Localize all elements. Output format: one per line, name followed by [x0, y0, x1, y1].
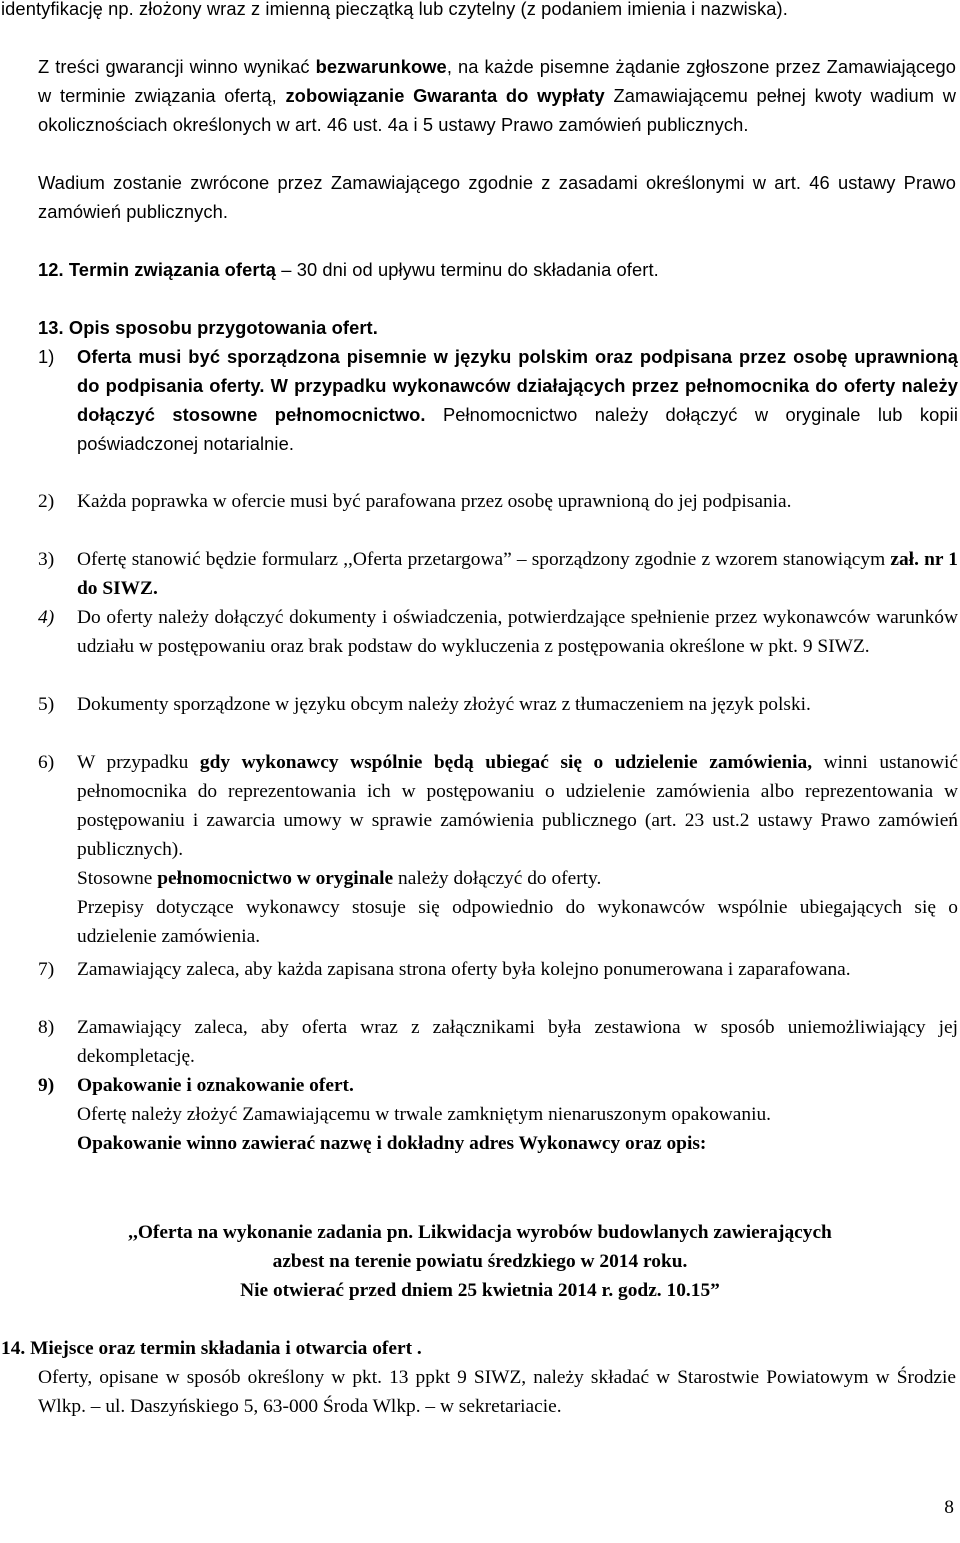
paragraph-guarantee: Z treści gwarancji winno wynikać bezwarunkowe, na każde pisemne żądanie zgłoszone przez Zamawiającego w terminie związania ofertą, zobowiązanie Gwaranta do wypłaty Zamawiającemu pełnej kwoty wadium w okolicznościach określonych w art. 46 ust. 4a i 5 ustawy Prawo zamówień publicznych. [38, 56, 956, 135]
section-13-heading: 13. Opis sposobu przygotowania ofert. [38, 317, 378, 338]
list-item-5: 5) Dokumenty sporządzone w języku obcym należy złożyć wraz z tłumaczeniem na język polski. [38, 694, 811, 715]
section-14-heading: 14. Miejsce oraz termin składania i otwarcia ofert . [1, 1338, 422, 1359]
list-item-8: 8) Zamawiający zaleca, aby oferta wraz z załącznikami była zestawiona w sposób uniemożliwiający jej dekompletację. [38, 1017, 958, 1067]
list-item-4: 4) Do oferty należy dołączyć dokumenty i oświadczenia, potwierdzające spełnienie przez wykonawców warunków udziału w postępowaniu oraz brak podstaw do wykluczenia z postępowania określone w pkt. 9 SIWZ. [38, 607, 958, 657]
list-item-7: 7) Zamawiający zaleca, aby każda zapisana strona oferty była kolejno ponumerowana i zaparafowana. [38, 959, 851, 980]
list-item-9: 9) Opakowanie i oznakowanie ofert. Ofertę należy złożyć Zamawiającemu w trwale zamkniętym nienaruszonym opakowaniu. Opakowanie winno zawierać nazwę i dokładny adres Wykonawcy oraz opis: [38, 1075, 772, 1154]
paragraph-submission-place: Oferty, opisane w sposób określony w pkt. 13 ppkt 9 SIWZ, należy składać w Starostwie Powiatowym w Środzie Wlkp. – ul. Daszyńskiego 5, 63-000 Środa Wlkp. – w sekretariacie. [38, 1367, 956, 1417]
list-item-1: 1) Oferta musi być sporządzona pisemnie w języku polskim oraz podpisana przez osobę uprawnioną do podpisania oferty. W przypadku wykonawców działających przez pełnomocnika do oferty należy dołączyć stosowne pełnomocnictwo. Pełnomocnictwo należy dołączyć w oryginale lub kopii poświadczonej notarialnie. [38, 346, 958, 454]
paragraph-deposit-return: Wadium zostanie zwrócone przez Zamawiającego zgodnie z zasadami określonymi w art. 46 ustawy Prawo zamówień publicznych. [38, 172, 956, 222]
section-12-heading: 12. Termin związania ofertą – 30 dni od upływu terminu do składania ofert. [38, 259, 659, 280]
list-item-3: 3) Ofertę stanowić będzie formularz ,,Oferta przetargowa” – sporządzony zgodnie z wzorem stanowiącym zał. nr 1 do SIWZ. [38, 549, 959, 599]
page-number: 8 [944, 1497, 954, 1518]
paragraph-continuation: identyfikację np. złożony wraz z imienną pieczątką lub czytelny (z podaniem imienia i nazwiska). [1, 0, 788, 19]
envelope-label: ,,Oferta na wykonanie zadania pn. Likwidacja wyrobów budowlanych zawierających azbest na terenie powiatu średzkiego w 2014 roku. Nie otwierać przed dniem 25 kwietnia 2014 r. godz. 10.15” [128, 1222, 832, 1301]
list-item-2: 2) Każda poprawka w ofercie musi być parafowana przez osobę uprawnioną do jej podpisania. [38, 491, 792, 512]
list-item-6: 6) W przypadku gdy wykonawcy wspólnie będą ubiegać się o udzielenie zamówienia, winni ustanowić pełnomocnika do reprezentowania ich w postępowaniu o udzielenie zamówienia albo reprezentowania w postępowaniu i zawarcia umowy w sprawie zamówienia publicznego (art. 23 ust.2 ustawy Prawo zamówień publicznych). Stosowne pełnomocnictwo w oryginale należy dołączyć do oferty. Przepisy dotyczące wykonawcy stosuje się odpowiednio do wykonawców wspólnie ubiegających się o udzielenie zamówienia. [38, 752, 958, 947]
